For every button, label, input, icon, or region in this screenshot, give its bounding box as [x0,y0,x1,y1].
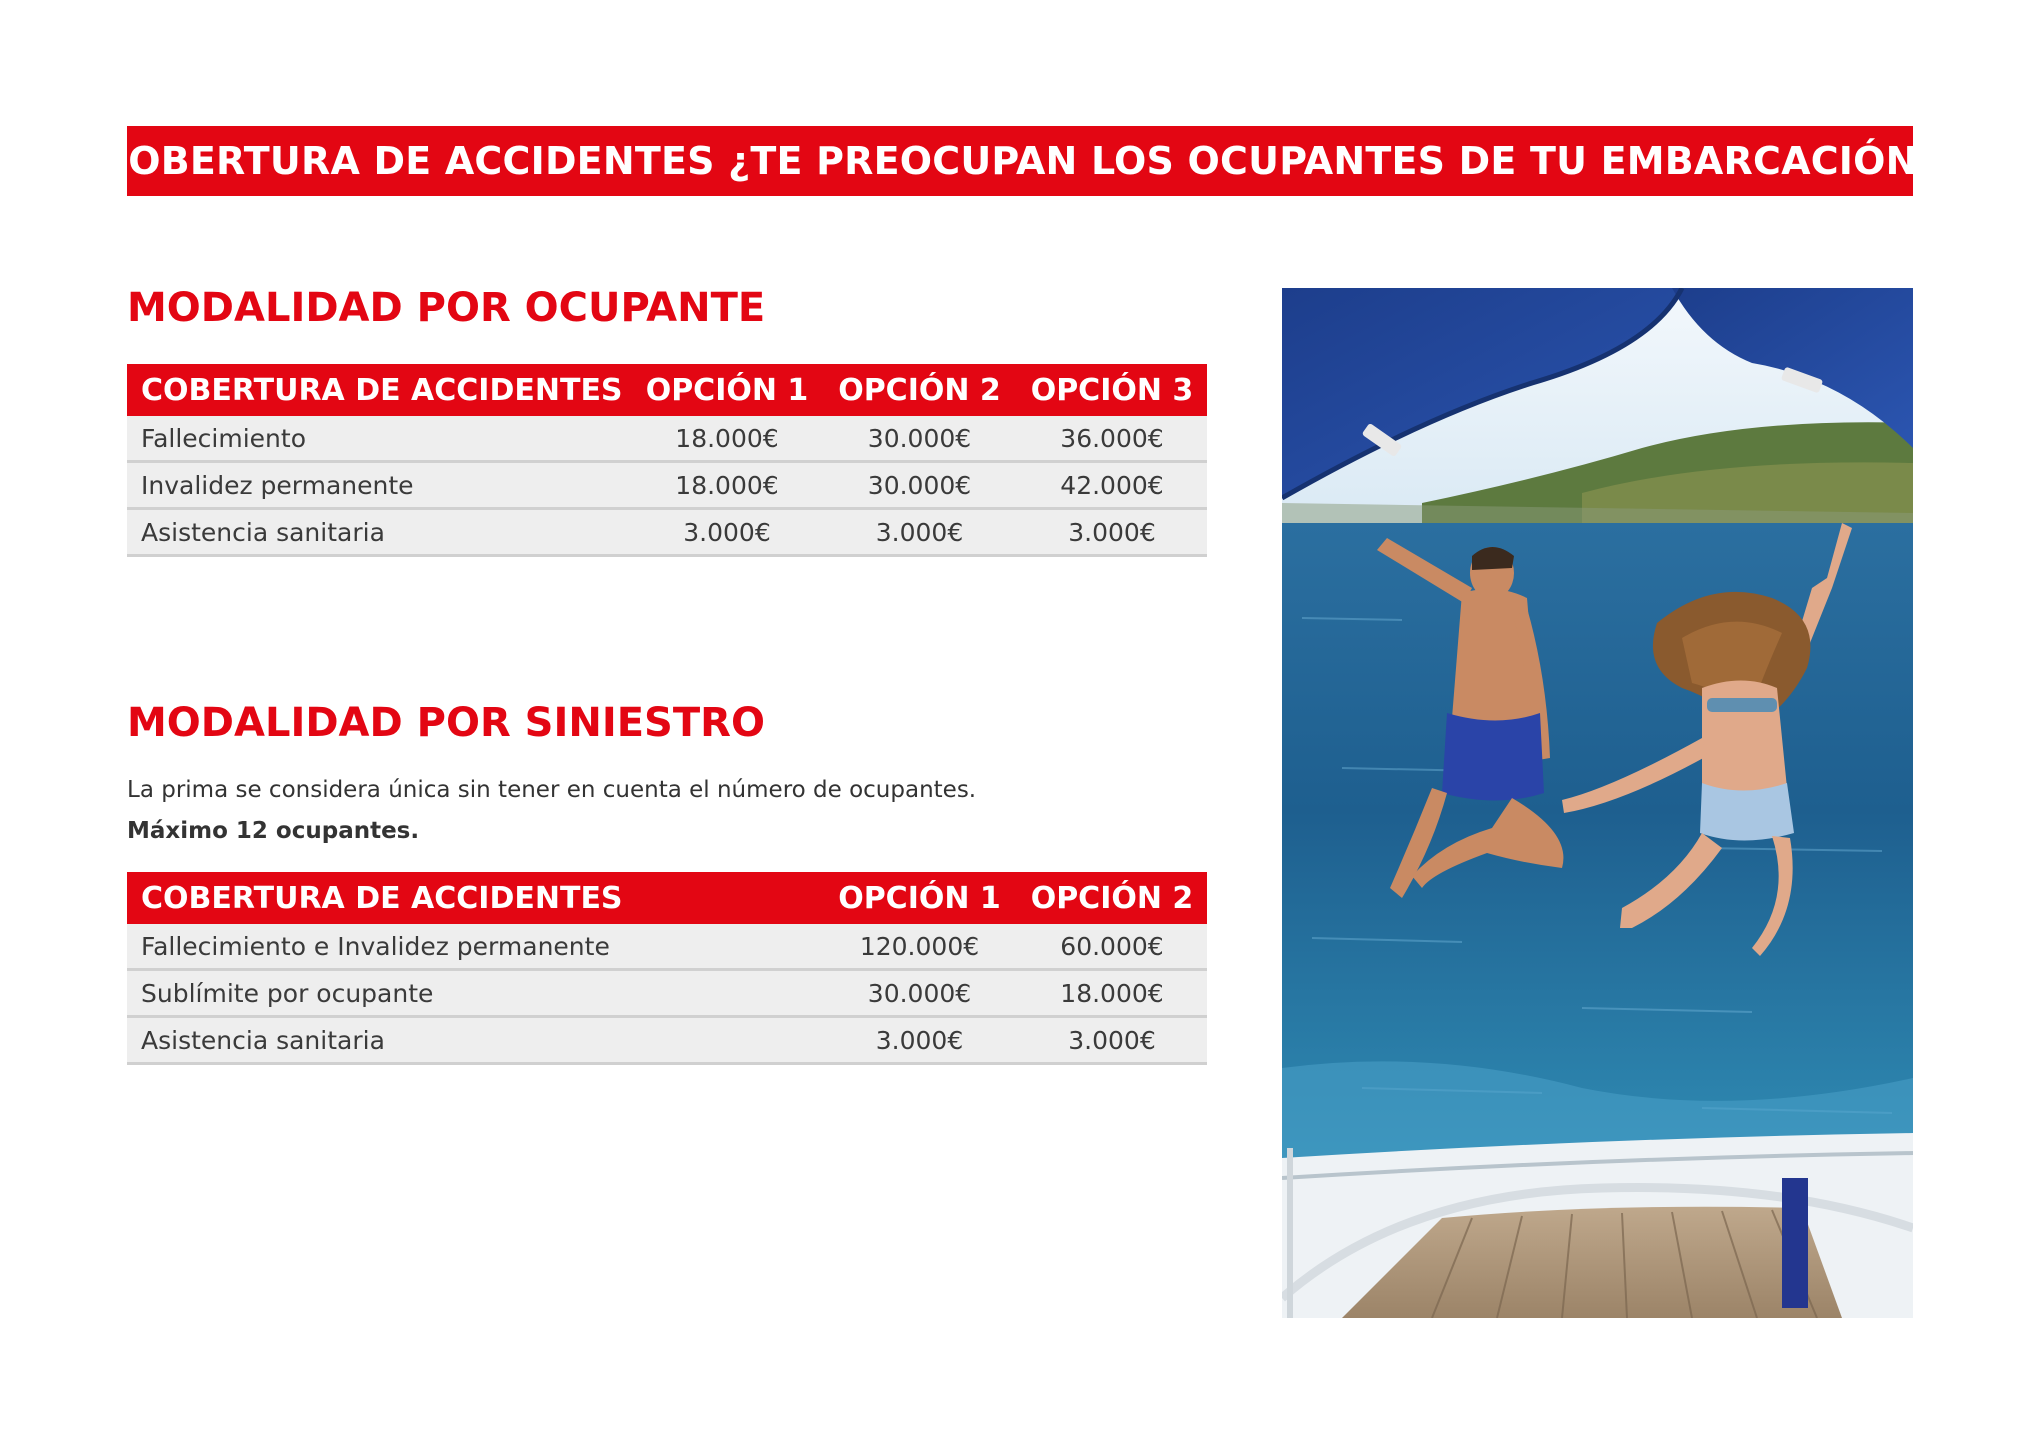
cell-value: 30.000€ [822,416,1017,462]
cell-value: 3.000€ [1017,1017,1207,1064]
table-row [127,924,1207,970]
cell-value: 36.000€ [1017,416,1207,462]
cell-value: 60.000€ [1017,924,1207,970]
row-label: Asistencia sanitaria [127,509,632,556]
header-opcion-2: OPCIÓN 2 [1017,872,1207,924]
header-opcion-2: OPCIÓN 2 [822,364,1017,416]
cell-value: 3.000€ [1017,509,1207,556]
banner-title: COBERTURA DE ACCIDENTES ¿TE PREOCUPAN LOS OCUPANTES DE TU EMBARCACIÓN? [100,139,1940,183]
header-cobertura: COBERTURA DE ACCIDENTES [127,364,632,416]
table-header-row [127,364,1207,416]
row-label: Fallecimiento [127,416,632,462]
cell-value: 18.000€ [632,416,822,462]
boat-photo-illustration [1282,288,1913,1318]
section-title-siniestro: MODALIDAD POR SINIESTRO [127,700,765,746]
siniestro-description: La prima se considera única sin tener en cuenta el número de ocupantes. [127,777,977,803]
table-row [127,462,1207,509]
table-siniestro [127,872,1207,1065]
section-title-ocupante: MODALIDAD POR OCUPANTE [127,285,766,331]
siniestro-note: Máximo 12 ocupantes. [127,818,420,844]
table-row [127,1017,1207,1064]
table-header-row [127,872,1207,924]
row-label: Fallecimiento e Invalidez permanente [127,924,822,970]
title-banner [100,126,1940,196]
cell-value: 3.000€ [822,1017,1017,1064]
table-row [127,970,1207,1017]
boat-photo [1282,288,1913,1318]
row-label: Asistencia sanitaria [127,1017,822,1064]
header-opcion-1: OPCIÓN 1 [632,364,822,416]
cell-value: 30.000€ [822,970,1017,1017]
table-row [127,509,1207,556]
row-label: Invalidez permanente [127,462,632,509]
cell-value: 42.000€ [1017,462,1207,509]
cell-value: 18.000€ [1017,970,1207,1017]
cell-value: 3.000€ [822,509,1017,556]
table-row [127,416,1207,462]
cell-value: 18.000€ [632,462,822,509]
cell-value: 120.000€ [822,924,1017,970]
header-cobertura: COBERTURA DE ACCIDENTES [127,872,822,924]
header-opcion-1: OPCIÓN 1 [822,872,1017,924]
cell-value: 3.000€ [632,509,822,556]
cell-value: 30.000€ [822,462,1017,509]
header-opcion-3: OPCIÓN 3 [1017,364,1207,416]
table-ocupante [127,364,1207,557]
row-label: Sublímite por ocupante [127,970,822,1017]
